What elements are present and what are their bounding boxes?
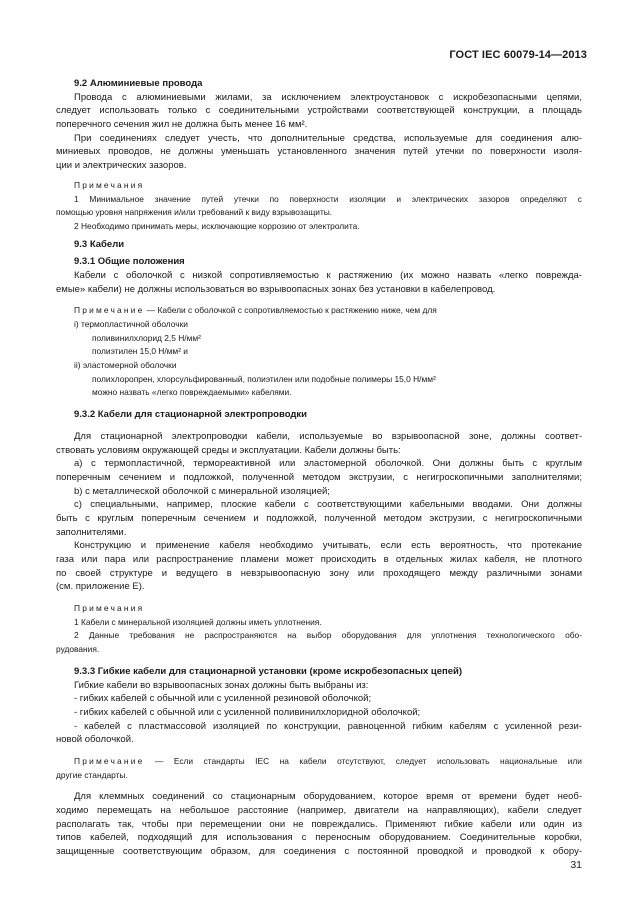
paragraph-line: Гибкие кабели во взрывоопасных зонах должны быть выбраны из: xyxy=(74,679,369,691)
paragraph-line: газа или пара или распространение пламени может происходить в отдельных жилах кабеля, не плотного xyxy=(56,554,582,565)
paragraph-line: Конструкцию и применение кабеля необходимо учитывать, если есть вероятность, что протекание xyxy=(74,540,582,552)
note-line: 1 Минимальное значение путей утечки по поверхности изоляции и электрических зазоров определяют с xyxy=(74,193,582,204)
paragraph-line: следует использовать только с соединительными устройствами соответствующей конструкции, а площадь xyxy=(56,105,582,117)
list-item: c) специальными, например, плоские кабели с соответствующими кабельными вводами. Они должны xyxy=(74,499,582,511)
standard-header: ГОСТ IEC 60079-14—2013 xyxy=(449,49,587,61)
note-label: Примечание xyxy=(74,755,145,766)
section-9-3-3-title: 9.3.3 Гибкие кабели для стационарной установки (кроме искробезопасных цепей) xyxy=(74,665,463,677)
section-9-3-2-title: 9.3.2 Кабели для стационарной электропроводки xyxy=(74,409,308,421)
paragraph-line: располагать так, чтобы при перемещении они не повреждались. Применяют гибкие кабели или один из xyxy=(56,818,582,830)
notes-heading: Примечания xyxy=(74,179,145,190)
note-line: поливинилхлорид 2,5 Н/мм² xyxy=(92,332,201,343)
section-9-3-1-title: 9.3.1 Общие положения xyxy=(74,256,185,268)
note-line: i) термопластичной оболочки xyxy=(74,319,188,329)
notes-heading: Примечания xyxy=(74,603,145,614)
paragraph-line: миниевых проводов, не должны уменьшать установленного значения путей утечки по поверхности изоля- xyxy=(56,146,582,158)
paragraph-line: защищенные соответствующим образом, для соединения с постоянной проводкой и проводкой к обору- xyxy=(56,846,582,858)
list-item: b) с металлической оболочкой с минеральной изоляцией; xyxy=(74,485,330,497)
note-label: Примечание xyxy=(74,305,145,316)
paragraph-line: ствовать условиям окружающей среды и эксплуатации. Кабели должны быть: xyxy=(56,444,401,456)
note-text: — Кабели с оболочкой с сопротивляемостью к растяжению ниже, чем для xyxy=(144,305,437,316)
note-line: 1 Кабели с минеральной изоляцией должны иметь уплотнения. xyxy=(74,616,322,627)
list-item: - гибких кабелей с обычной или с усиленной поливинилхлоридной оболочкой; xyxy=(74,706,421,718)
paragraph-line: Для клеммных соединений со стационарным оборудованием, которое время от времени будет необ- xyxy=(74,791,582,803)
paragraph-line: Кабели с оболочкой с низкой сопротивляемостью к растяжению (их можно назвать «легко поврежда- xyxy=(74,269,582,281)
list-item: поперечным сечением и подложкой, полученной методом экструзии, с негигроскопичными заполнителями; xyxy=(56,471,582,483)
list-item: новой оболочкой. xyxy=(56,734,134,746)
note-line: другие стандарты. xyxy=(56,769,128,780)
note-line: можно назвать «легко повреждаемыми» кабелями. xyxy=(92,387,292,398)
list-item: - гибких кабелей с обычной или с усиленной резиновой оболочкой; xyxy=(74,693,372,705)
paragraph-line: емые» кабели) не должны использоваться во взрывоопасных зонах без установки в кабелепровод. xyxy=(56,283,496,295)
note-line: рудования. xyxy=(56,644,100,655)
paragraph-line: ции и электрических зазоров. xyxy=(56,160,187,172)
note-line: 2 Данные требования не распространяются на выбор оборудования для уплотнения технологического обо- xyxy=(74,630,582,641)
note-line: полиэтилен 15,0 Н/мм² и xyxy=(92,346,188,357)
list-item: быть с круглым поперечным сечением и подложкой, полученной методом экструзии, с негигроскопичными xyxy=(56,512,582,524)
paragraph-line: типов кабелей, подходящий для использования с переносным оборудованием. Соединительные коробки, xyxy=(56,832,582,844)
paragraph-line: (см. приложение Е). xyxy=(56,581,145,593)
paragraph-line: поперечного сечения жил не должна быть менее 16 мм². xyxy=(56,119,308,131)
paragraph-line: Для стационарной электропроводки кабели, используемые во взрывоопасной зоне, должны соответ- xyxy=(74,430,582,442)
section-9-3-title: 9.3 Кабели xyxy=(74,238,125,250)
note-text: — Если стандарты IEC на кабели отсутствуют, следует использовать национальные или xyxy=(144,755,582,766)
note-line xyxy=(56,755,582,769)
note-line: помощью уровня напряжения и/или требований к виду взрывозащиты. xyxy=(56,207,333,218)
paragraph-line: ходимо перемещать на небольшое расстояние (например, двигатели на направляющих), кабели следует xyxy=(56,805,582,816)
list-item: - кабелей с пластмассовой изоляцией по конструкции, равноценной гибким кабелям с усиленной рези- xyxy=(74,720,582,732)
paragraph-line: по своей структуре и ведущего в невзрывоопасную зону или проходящего между различными зонами xyxy=(56,567,582,579)
note-line: 2 Необходимо принимать меры, исключающие коррозию от электролита. xyxy=(74,220,360,231)
note-line: полихлоропрен, хлорсульфированный, полиэтилен или подобные полимеры 15,0 Н/мм² xyxy=(92,373,436,384)
paragraph-line: Провода с алюминиевыми жилами, за исключением электроустановок с искробезопасными цепями, xyxy=(74,91,582,103)
list-item: заполнителями. xyxy=(56,526,127,538)
page-content xyxy=(56,77,582,859)
paragraph-line: При соединениях следует учесть, что дополнительные средства, используемые для соединения алю- xyxy=(74,132,582,144)
list-item: а) с термопластичной, термореактивной или эластомерной оболочкой. Они должны быть с круглым xyxy=(74,458,582,470)
note-line xyxy=(56,304,582,318)
section-9-2-title: 9.2 Алюминиевые провода xyxy=(74,78,203,89)
page-number: 31 xyxy=(570,859,582,871)
note-line: ii) эластомерной оболочки xyxy=(74,360,177,371)
